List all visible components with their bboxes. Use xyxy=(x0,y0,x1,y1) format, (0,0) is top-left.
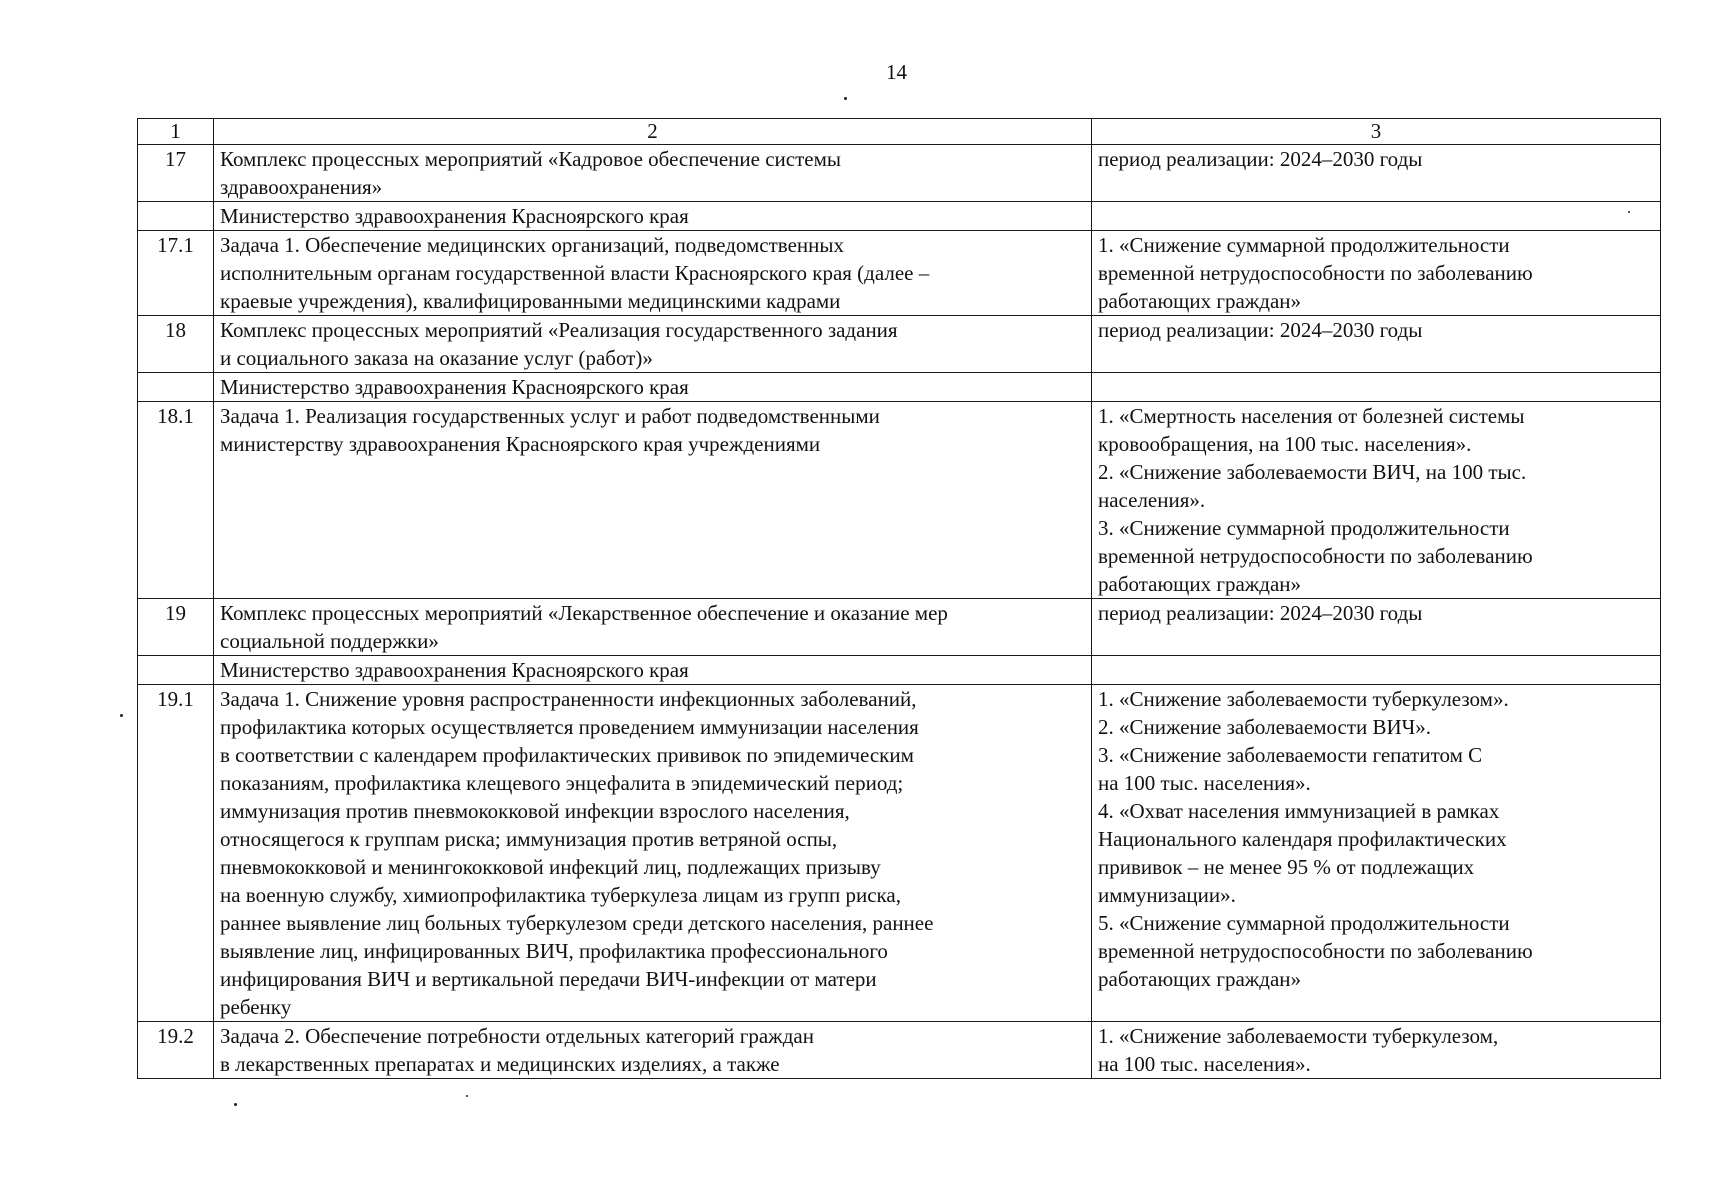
row-number: 17 xyxy=(138,145,214,202)
row-number: 19.1 xyxy=(138,685,214,1022)
column-header: 1 xyxy=(138,119,214,145)
table-row xyxy=(138,145,1661,202)
row-indicator xyxy=(1092,656,1661,685)
table-row xyxy=(138,599,1661,656)
row-number: 18.1 xyxy=(138,402,214,599)
scan-speck xyxy=(844,97,847,100)
scan-speck xyxy=(466,1095,468,1097)
table-row xyxy=(138,231,1661,316)
page-number: 14 xyxy=(886,60,907,84)
row-indicator: период реализации: 2024–2030 годы xyxy=(1092,145,1661,202)
table-row xyxy=(138,685,1661,1022)
table-row xyxy=(138,316,1661,373)
row-description: Комплекс процессных мероприятий «Кадровое обеспечение системы здравоохранения» xyxy=(214,145,1092,202)
row-number xyxy=(138,202,214,231)
scan-speck xyxy=(120,714,123,717)
column-header: 3 xyxy=(1092,119,1661,145)
row-description: Министерство здравоохранения Красноярского края xyxy=(214,373,1092,402)
row-indicator: 1. «Снижение заболеваемости туберкулезом». 2. «Снижение заболеваемости ВИЧ». 3. «Снижение заболеваемости гепатитом С на 100 тыс. населения». 4. «Охват населения иммунизацией в рамках Национального календаря профилактических прививок – не менее 95 % от подлежащих иммунизации». 5. «Снижение суммарной продолжительности временной нетрудоспособности по заболеванию работающих граждан» xyxy=(1092,685,1661,1022)
row-description: Задача 1. Снижение уровня распространенности инфекционных заболеваний, профилактика которых осуществляется проведением иммунизации населения в соответствии с календарем профилактических прививок по эпидемическим показаниям, профилактика клещевого энцефалита в эпидемический период; иммунизация против пневмококковой инфекции взрослого населения, относящегося к группам риска; иммунизация против ветряной оспы, пневмококковой и менингококковой инфекций лиц, подлежащих призыву на военную службу, химиопрофилактика туберкулеза лицам из групп риска, раннее выявление лиц больных туберкулезом среди детского населения, раннее выявление лиц, инфицированных ВИЧ, профилактика профессионального инфицирования ВИЧ и вертикальной передачи ВИЧ-инфекции от матери ребенку xyxy=(214,685,1092,1022)
row-number: 17.1 xyxy=(138,231,214,316)
row-description: Задача 1. Обеспечение медицинских организаций, подведомственных исполнительным органам государственной власти Красноярского края (далее – краевые учреждения), квалифицированными медицинскими кадрами xyxy=(214,231,1092,316)
column-header: 2 xyxy=(214,119,1092,145)
row-indicator: 1. «Снижение заболеваемости туберкулезом, на 100 тыс. населения». xyxy=(1092,1022,1661,1079)
row-description: Министерство здравоохранения Красноярского края xyxy=(214,656,1092,685)
row-number xyxy=(138,373,214,402)
row-number: 19.2 xyxy=(138,1022,214,1079)
table-row xyxy=(138,1022,1661,1079)
row-number: 19 xyxy=(138,599,214,656)
row-description: Задача 2. Обеспечение потребности отдельных категорий граждан в лекарственных препаратах и медицинских изделиях, а также xyxy=(214,1022,1092,1079)
row-number xyxy=(138,656,214,685)
row-indicator xyxy=(1092,373,1661,402)
scan-speck xyxy=(234,1103,237,1106)
row-description: Комплекс процессных мероприятий «Реализация государственного задания и социального заказа на оказание услуг (работ)» xyxy=(214,316,1092,373)
row-description: Задача 1. Реализация государственных услуг и работ подведомственными министерству здравоохранения Красноярского края учреждениями xyxy=(214,402,1092,599)
measures-table xyxy=(137,118,1661,1079)
row-description: Комплекс процессных мероприятий «Лекарственное обеспечение и оказание мер социальной поддержки» xyxy=(214,599,1092,656)
table-row xyxy=(138,402,1661,599)
row-indicator xyxy=(1092,202,1661,231)
row-number: 18 xyxy=(138,316,214,373)
table-row xyxy=(138,656,1661,685)
row-description: Министерство здравоохранения Красноярского края xyxy=(214,202,1092,231)
row-indicator: 1. «Смертность населения от болезней системы кровообращения, на 100 тыс. населения». 2. «Снижение заболеваемости ВИЧ, на 100 тыс. населения». 3. «Снижение суммарной продолжительности временной нетрудоспособности по заболеванию работающих граждан» xyxy=(1092,402,1661,599)
row-indicator: 1. «Снижение суммарной продолжительности временной нетрудоспособности по заболеванию работающих граждан» xyxy=(1092,231,1661,316)
row-indicator: период реализации: 2024–2030 годы xyxy=(1092,316,1661,373)
table-header-row xyxy=(138,119,1661,145)
table-row xyxy=(138,202,1661,231)
row-indicator: период реализации: 2024–2030 годы xyxy=(1092,599,1661,656)
table-row xyxy=(138,373,1661,402)
